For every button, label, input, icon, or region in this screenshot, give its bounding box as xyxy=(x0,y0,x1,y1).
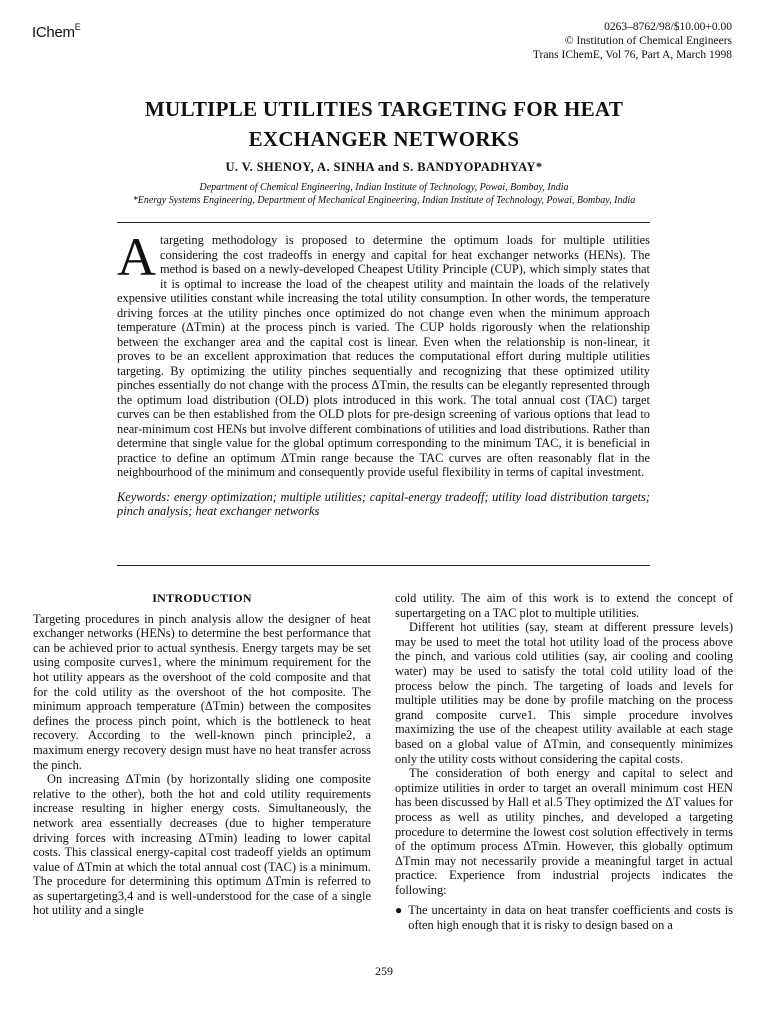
abstract xyxy=(117,227,650,480)
abstract-text: targeting methodology is proposed to determine the optimum loads for multiple utilities considering the cost tradeoffs in energy and capital for heat exchanger networks (HENs). The method is based on a newly-developed Cheapest Utility Principle (CUP), which simply states that it is optimal to increase the load of the cheapest utility and maintain the loads of the relatively expensive utilities constant while increasing the total utility consumption. In other words, the temperature driving forces at the utility pinches once optimized do not change even when the minimum approach temperature (ΔTmin) at the process pinch is varied. The CUP holds rigorously when the relationship between the exchanger area and the capital cost is linear. Even when the relationship is non-linear, it proves to be an excellent approximation that reduces the computational effort during multiple utilities targeting. By optimizing the utility pinches sequentially and recognizing that these optimized utility pinches essentially do not change with the process ΔTmin, the results can be elegantly represented through the optimum load distribution (OLD) plots introduced in this work. The total annual cost (TAC) target curves can be then established from the OLD plots for pre-design screening of various options that lead to near-minimum cost HENs but involve different combinations of utilities and load distributions. Rather than determine that single value for the global optimum corresponding to the minimum TAC, it is beneficial in practice to define an optimum ΔTmin range because the TAC curves are often reasonably flat in the neighbourhood of the minimum and consequently provide useful flexibility in terms of capital investment. xyxy=(117,233,650,479)
right-column xyxy=(395,591,733,933)
publication-info xyxy=(533,20,732,62)
paragraph: Different hot utilities (say, steam at different pressure levels) may be used to meet the total hot utility load of the process above the pinch, and various cold utilities (say, air cooling and cooling water) may be used to satisfy the total cold utility load of the process below the pinch. The targeting of loads and levels for multiple utilities may be done by profile matching on the process grand composite curve1. This simple procedure involves maximizing the use of the cheapest utility available at each stage based on a global value of ΔTmin, and consequently minimizes only the utility costs without considering the capital costs. xyxy=(395,620,733,766)
bullet-text: The uncertainty in data on heat transfer coefficients and costs is often high enough that it is risky to design based on a xyxy=(408,903,733,933)
journal-citation: Trans IChemE, Vol 76, Part A, March 1998 xyxy=(532,49,732,61)
paragraph: cold utility. The aim of this work is to extend the concept of supertargeting on a TAC plot to multiple utilities. xyxy=(395,591,733,620)
price-code: 0263–8762/98/$10.00+0.00 xyxy=(604,21,732,33)
keywords: Keywords: energy optimization; multiple utilities; capital-energy tradeoff; utility load distribution targets; pinch analysis; heat exchanger networks xyxy=(117,489,650,518)
section-heading: INTRODUCTION xyxy=(152,591,252,605)
dropcap: A xyxy=(117,227,156,287)
page-number: 259 xyxy=(375,964,393,978)
left-column xyxy=(33,591,371,918)
journal-logo: IChem$^E$ xyxy=(32,22,81,41)
paragraph: On increasing ΔTmin (by horizontally sliding one composite relative to the other), both the hot and cold utility requirements increase resulting in higher energy costs. Simultaneously, the network area essentially decreases (due to higher temperature driving forces with increasing ΔTmin) leading to lower capital costs. This classical energy-capital cost tradeoff yields an optimum value of ΔTmin at which the total annual cost (TAC) is a minimum. The procedure for determining this optimum ΔTmin is referred to as supertargeting3,4 and is well-understood for the case of a single hot utility and a single xyxy=(33,772,371,918)
abstract-box xyxy=(117,222,650,566)
bullet-item xyxy=(395,903,733,932)
paragraph: The consideration of both energy and capital to select and optimize utilities in order to target an overall minimum cost HEN has been discussed by Hall et al.5 They optimized the ΔT values for process as well as utility pinches, and developed a targeting procedure to determine the lowest cost solution effectively in terms of the optimum process ΔTmin. However, this globally optimum ΔTmin may not necessarily provide a meaningful target in actual practice. Experience from industrial projects indicates the following: xyxy=(395,766,733,897)
authors: U. V. SHENOY, A. SINHA and S. BANDYOPADHYAY* xyxy=(225,160,543,174)
paragraph: Targeting procedures in pinch analysis allow the designer of heat exchanger networks (HENs) to determine the best performance that can be achieved prior to actual synthesis. Energy targets may be set using composite curves1, where the minimum requirement for the hot utility appears as the overshoot of the cold composite and that for the cold utility as the overshoot of the hot composite. The minimum approach temperature (ΔTmin) between the composites defines the process pinch point, which is the bottleneck to heat recovery. According to the well-known pinch principle2, a maximum energy recovery design must have no heat transfer across the pinch. xyxy=(33,611,371,772)
copyright: © Institution of Chemical Engineers xyxy=(564,35,732,47)
bullet-icon: ● xyxy=(395,903,403,918)
paper-title: MULTIPLE UTILITIES TARGETING FOR HEAT EXCHANGER NETWORKS xyxy=(144,97,624,151)
affiliation-1: Department of Chemical Engineering, Indian Institute of Technology, Powai, Bombay, India xyxy=(199,182,569,193)
affiliation-2: *Energy Systems Engineering, Department of Mechanical Engineering, Indian Institute of Technology, Powai, Bombay, India xyxy=(132,195,636,206)
